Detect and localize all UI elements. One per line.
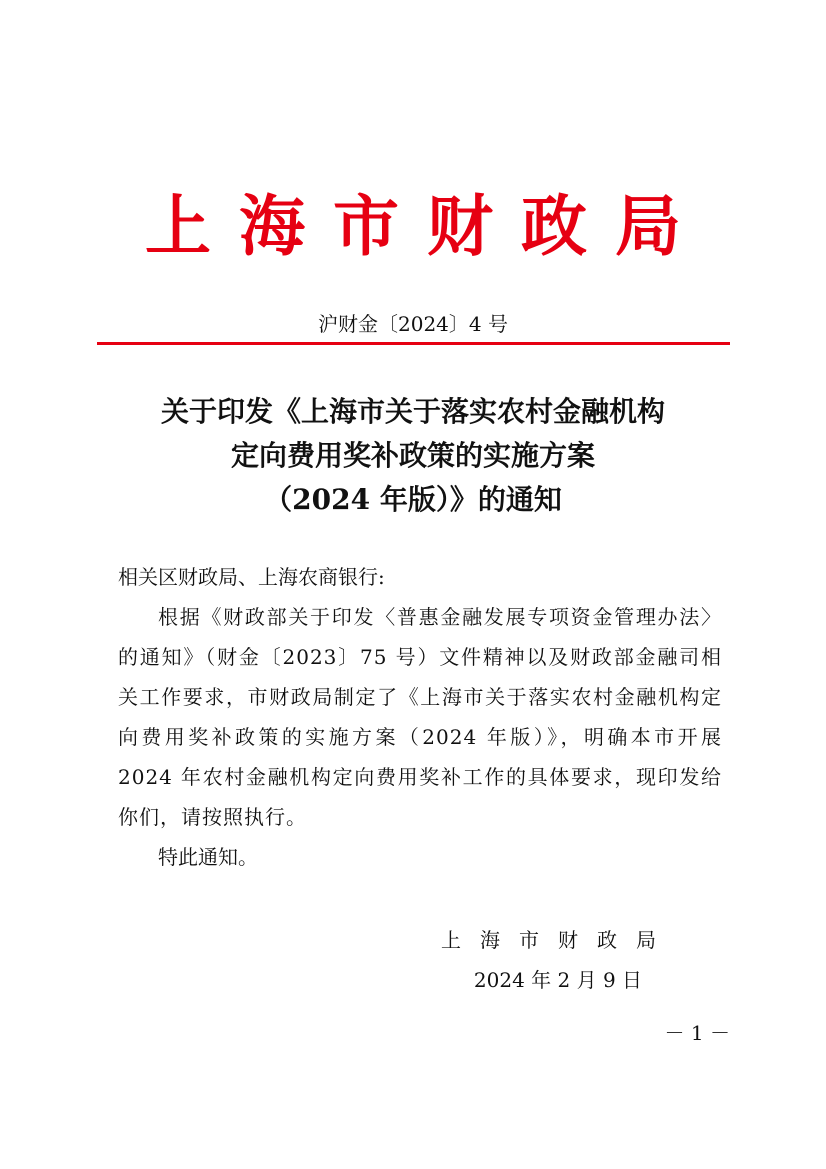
- document-title-line-3: （2024 年版）》的通知: [264, 483, 562, 516]
- page-number: － 1 －: [664, 1021, 730, 1045]
- signature-organization: 上海市财政局: [441, 928, 675, 952]
- salutation: 相关区财政局、上海农商银行:: [118, 565, 385, 589]
- document-title-line-2: 定向费用奖补政策的实施方案: [230, 439, 595, 472]
- closing-line: 特此通知。: [158, 845, 258, 869]
- signature-date: 2024 年 2 月 9 日: [473, 968, 643, 992]
- document-title-line-1: 关于印发《上海市关于落实农村金融机构: [160, 395, 665, 428]
- issuer-header: 上海市财政局: [145, 187, 709, 265]
- body-paragraph: 根据《财政部关于印发〈普惠金融发展专项资金管理办法〉的通知》（财金〔2023〕75 号）文件精神以及财政部金融司相关工作要求，市财政局制定了《上海市关于落实农村金融机构定向费用奖补政策的实施方案（2024 年版）》，明确本市开展 2024 年农村金融机构定向费用奖补工作的具体要求，现印发给你们，请按照执行。: [118, 605, 722, 829]
- red-divider-line: [97, 342, 730, 345]
- document-number: 沪财金〔2024〕4 号: [318, 312, 508, 336]
- document-title: [60, 390, 766, 522]
